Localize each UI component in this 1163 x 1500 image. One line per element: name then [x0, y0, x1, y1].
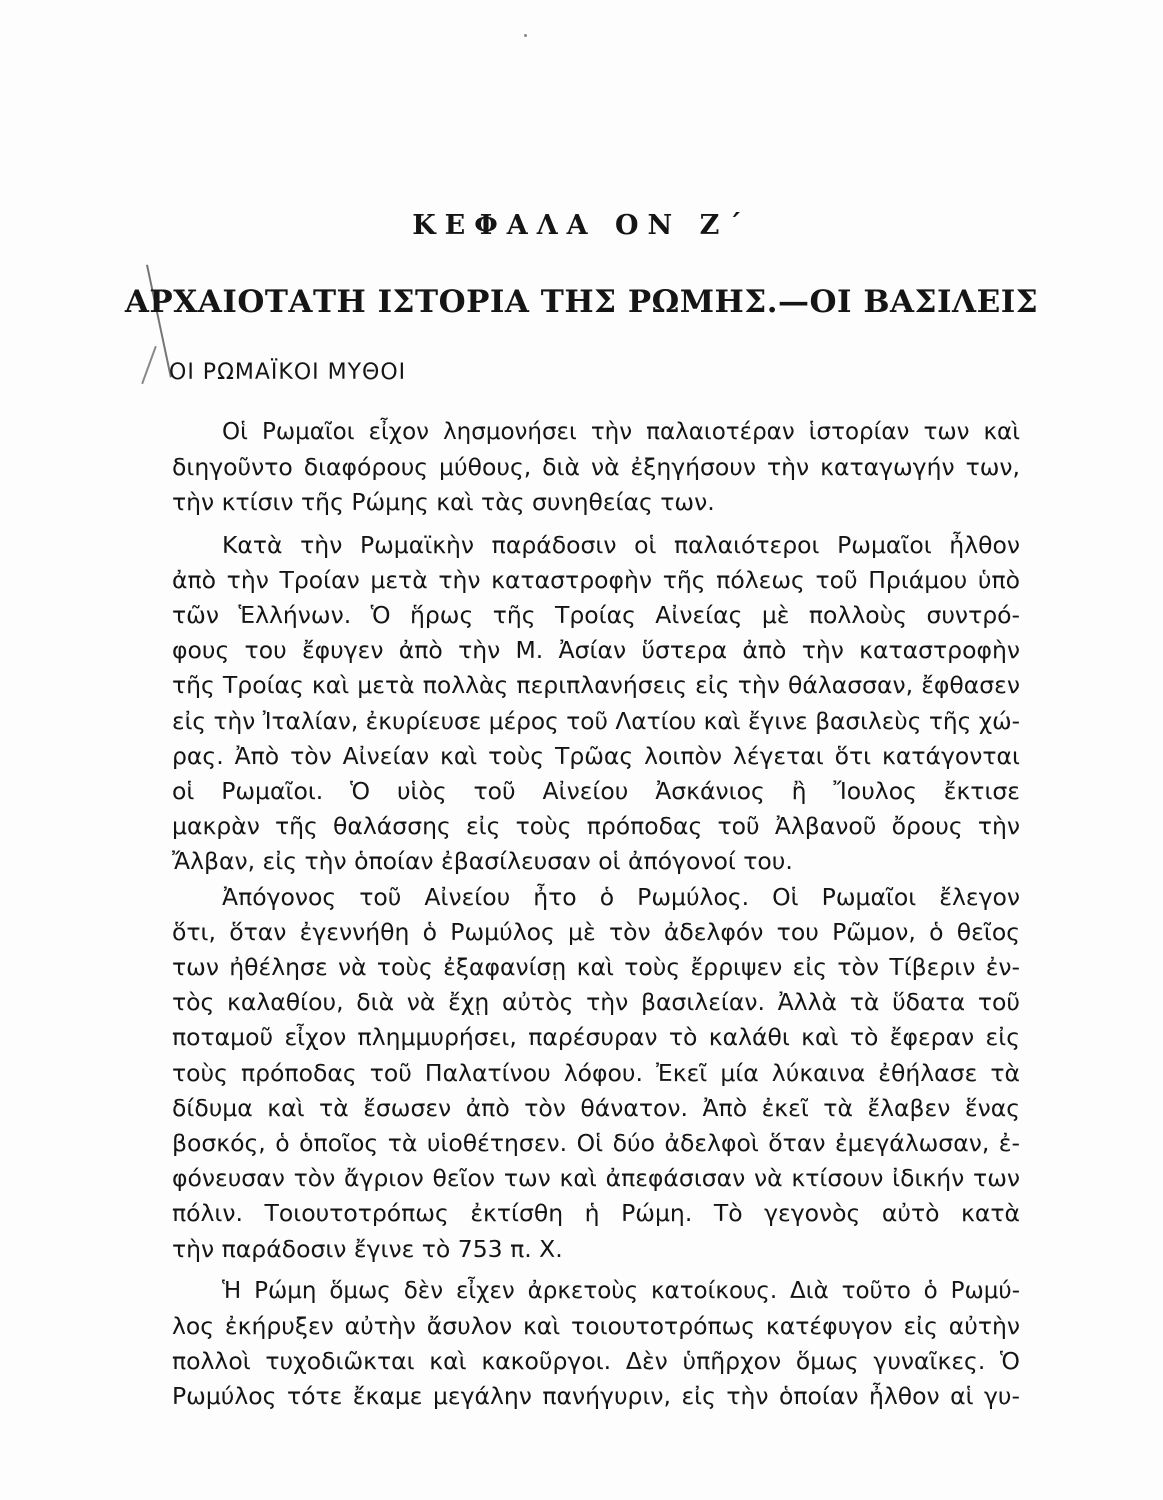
- text-line: οἱ Ρωμαῖοι. Ὁ υἱὸς τοῦ Αἰνείου Ἀσκάνιος ἢ Ἴουλος ἔκτισε: [172, 777, 1020, 806]
- chapter-heading: ΚΕΦΑΛΑ ΟΝ Ζ΄: [412, 210, 751, 241]
- text-line: βοσκός, ὁ ὁποῖος τὰ υἱοθέτησεν. Οἱ δύο ἀδελφοὶ ὅταν ἐμεγάλωσαν, ἐ-: [172, 1129, 1020, 1158]
- text-line: ἀπὸ τὴν Τροίαν μετὰ τὴν καταστροφὴν τῆς πόλεως τοῦ Πριάμου ὑπὸ: [172, 565, 1020, 594]
- text-line: τὸς καλαθίου, διὰ νὰ ἔχῃ αὐτὸς τὴν βασιλείαν. Ἀλλὰ τὰ ὕδατα τοῦ: [172, 988, 1020, 1017]
- text-line: φόνευσαν τὸν ἄγριον θεῖον των καὶ ἀπεφάσισαν νὰ κτίσουν ἰδικήν των: [172, 1164, 1020, 1193]
- text-line: τῆς Τροίας καὶ μετὰ πολλὰς περιπλανήσεις εἰς τὴν θάλασσαν, ἔφθασεν: [172, 671, 1020, 700]
- paragraph: [172, 1274, 1020, 1415]
- text-line: ποταμοῦ εἶχον πλημμυρήσει, παρέσυραν τὸ καλάθι καὶ τὸ ἔφεραν εἰς: [172, 1023, 1020, 1052]
- paragraph: [172, 880, 1020, 1267]
- text-line: εἰς τὴν Ἰταλίαν, ἐκυρίευσε μέρος τοῦ Λατίου καὶ ἔγινε βασιλεὺς τῆς χώ-: [172, 707, 1020, 735]
- text-line: Ρωμύλος τότε ἔκαμε μεγάλην πανήγυριν, εἰς τὴν ὁποίαν ἦλθον αἱ γυ-: [172, 1382, 1020, 1411]
- text-line: Ἡ Ρώμη ὅμως δὲν εἶχεν ἀρκετοὺς κατοίκους. Διὰ τοῦτο ὁ Ρωμύ-: [222, 1277, 1020, 1304]
- chapter-title: ΑΡΧΑΙΟΤΑΤΗ ΙΣΤΟΡΙΑ ΤΗΣ ΡΩΜΗΣ.—ΟΙ ΒΑΣΙΛΕΙΣ: [124, 284, 1039, 320]
- text-line: φους του ἔφυγεν ἀπὸ τὴν Μ. Ἀσίαν ὕστερα ἀπὸ τὴν καταστροφὴν: [172, 636, 1020, 665]
- section-heading: ΟΙ ΡΩΜΑΪΚΟΙ ΜΥΘΟΙ: [169, 360, 407, 385]
- text-line: τὴν κτίσιν τῆς Ρώμης καὶ τὰς συνηθείας των.: [172, 488, 715, 517]
- text-line: Ἄλβαν, εἰς τὴν ὁποίαν ἐβασίλευσαν οἱ ἀπόγονοί του.: [172, 847, 793, 876]
- text-line: ρας. Ἀπὸ τὸν Αἰνείαν καὶ τοὺς Τρῶας λοιπὸν λέγεται ὅτι κατάγονται: [172, 741, 1020, 770]
- text-line: Οἱ Ρωμαῖοι εἶχον λησμονήσει τὴν παλαιοτέραν ἱστορίαν των καὶ: [222, 419, 1020, 445]
- text-line: πολλοὶ τυχοδιῶκται καὶ κακοῦργοι. Δὲν ὑπῆρχον ὅμως γυναῖκες. Ὁ: [172, 1347, 1020, 1376]
- text-line: μακρὰν τῆς θαλάσσης εἰς τοὺς πρόποδας τοῦ Ἀλβανοῦ ὄρους τὴν: [172, 812, 1020, 841]
- paragraph: [172, 415, 1020, 521]
- text-line: Κατὰ τὴν Ρωμαϊκὴν παράδοσιν οἱ παλαιότεροι Ρωμαῖοι ἦλθον: [222, 530, 1020, 559]
- text-line: των ἠθέλησε νὰ τοὺς ἐξαφανίσῃ καὶ τοὺς ἔρριψεν εἰς τὸν Τίβεριν ἐν-: [172, 953, 1020, 982]
- text-line: ὅτι, ὅταν ἐγεννήθη ὁ Ρωμύλος μὲ τὸν ἀδελφόν του Ρῶμον, ὁ θεῖος: [172, 917, 1020, 946]
- text-line: Ἀπόγονος τοῦ Αἰνείου ἦτο ὁ Ρωμύλος. Οἱ Ρωμαῖοι ἔλεγον: [222, 882, 1020, 911]
- speck: [524, 34, 527, 37]
- text-line: πόλιν. Τοιουτοτρόπως ἐκτίσθη ἡ Ρώμη. Τὸ γεγονὸς αὐτὸ κατὰ: [172, 1199, 1020, 1228]
- text-line: διηγοῦντο διαφόρους μύθους, διὰ νὰ ἐξηγήσουν τὴν καταγωγήν των,: [172, 453, 1020, 482]
- text-line: λος ἐκήρυξεν αὐτὴν ἄσυλον καὶ τοιουτοτρόπως κατέφυγον εἰς αὐτὴν: [172, 1312, 1020, 1341]
- paragraph: [172, 528, 1020, 880]
- text-line: δίδυμα καὶ τὰ ἔσωσεν ἀπὸ τὸν θάνατον. Ἀπὸ ἐκεῖ τὰ ἔλαβεν ἕνας: [172, 1093, 1020, 1122]
- text-line: τοὺς πρόποδας τοῦ Παλατίνου λόφου. Ἐκεῖ μία λύκαινα ἐθήλασε τὰ: [172, 1058, 1020, 1087]
- text-line: τὴν παράδοσιν ἔγινε τὸ 753 π. Χ.: [172, 1234, 563, 1263]
- body-text: [172, 415, 1020, 1415]
- text-line: τῶν Ἑλλήνων. Ὁ ἥρως τῆς Τροίας Αἰνείας μὲ πολλοὺς συντρό-: [172, 601, 1020, 630]
